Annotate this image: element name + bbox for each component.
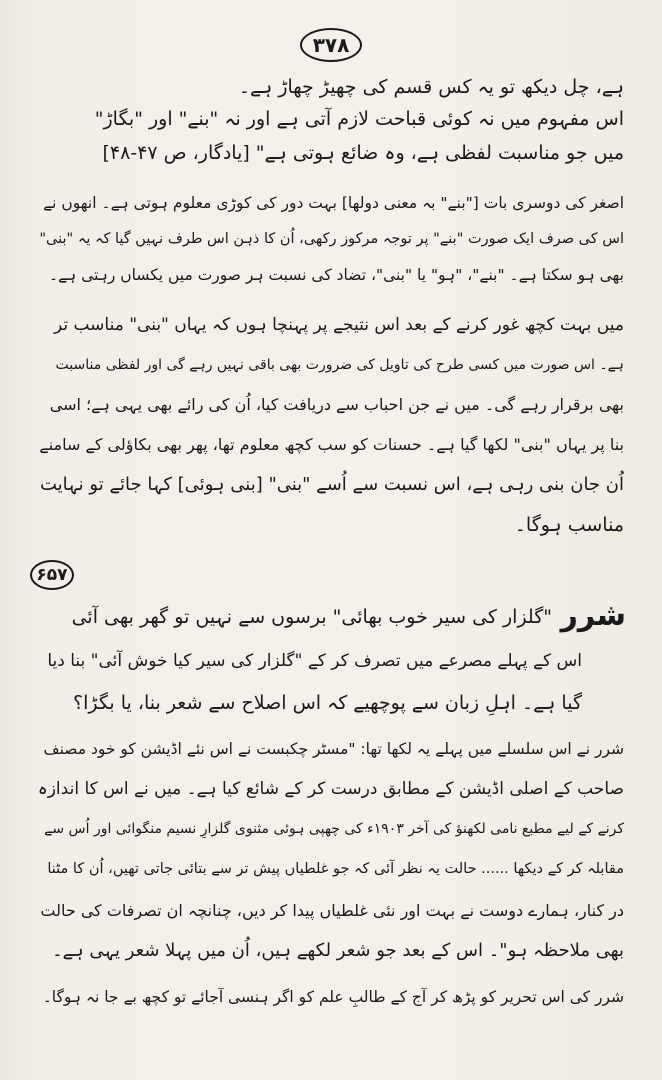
text-line: میں بہت کچھ غور کرنے کے بعد اس نتیجے پر پہنچا ہوں کہ یہاں "بنی" مناسب تر xyxy=(53,315,624,335)
text-line: شرر نے اس سلسلے میں پہلے یہ لکھا تھا: "مسٹر چکبست نے اس نئے اڈیشن کو خود مصنف xyxy=(43,740,624,758)
text-line: مناسب ہوگا۔ xyxy=(514,514,624,536)
text-line: بھی ہو سکتا ہے۔ "بنے"، "ہو" یا "بنی"، تضاد کی نسبت ہر صورت میں یکساں رہتی ہے۔ xyxy=(49,266,624,284)
text-line: در کنار، ہمارے دوست نے بہت اور نئی غلطیاں پیدا کر دیں، چنانچہ ان تصرفات کی حالت xyxy=(40,901,624,920)
text-line: اس کی صرف ایک صورت "بنے" پر توجہ مرکوز رکھی، اُن کا ذہن اس طرف نہیں گیا کہ یہ "بنی" xyxy=(39,231,624,247)
text-line: بنا پر یہاں "بنی" لکھا گیا ہے۔ حسنات کو سب کچھ معلوم تھا، پھر بھی بکاؤلی کے سامنے xyxy=(39,435,624,454)
verse-line: "گلزار کی سیر خوب بھائی" برسوں سے نہیں تو گھر بھی آئی xyxy=(71,606,552,628)
text-line: ہے۔ اس صورت میں کسی طرح کی تاویل کی ضرورت بھی باقی نہیں رہے گی اور لفظی مناسبت xyxy=(55,357,624,373)
text-line: مقابلہ کر کے دیکھا ...... حالت یہ نظر آئی کہ جو غلطیاں پیش تر سے بتائی جاتی تھیں، اُن کا مٹنا xyxy=(47,861,624,877)
text-line: اس کے پہلے مصرعے میں تصرف کر کے "گلزار کی سیر کیا خوش آئی" بنا دیا xyxy=(47,651,582,671)
text-line: اس مفہوم میں نہ کوئی قباحت لازم آتی ہے اور نہ "بنے" اور "بگاڑ" xyxy=(94,108,624,130)
entry-number: ۶۵۷ xyxy=(30,560,74,590)
text-line: بھی ملاحظہ ہو"۔ اس کے بعد جو شعر لکھے ہیں، اُن میں پہلا شعر یہی ہے۔ xyxy=(52,940,624,961)
text-line: اُن جان بنی رہی ہے، اس نسبت سے اُسے "بنی" [بنی ہوئی] کہا جائے تو نہایت xyxy=(39,474,624,495)
text-line: گیا ہے۔ اہلِ زبان سے پوچھیے کہ اس اصلاح سے شعر بنا، یا بگڑا؟ xyxy=(73,692,582,714)
text-line: کرنے کے لیے مطبع نامی لکھنؤ کی آخر ۱۹۰۳ء کی چھپی ہوئی مثنوی گلزارِ نسیم منگوائی اور اُس سے xyxy=(44,821,624,837)
text-line: اصغر کی دوسری بات ["بنے" بہ معنی دولھا] بہت دور کی کوڑی معلوم ہوتی ہے۔ انھوں نے xyxy=(43,194,624,212)
text-line: ہے، چل دیکھ تو یہ کس قسم کی چھیڑ چھاڑ ہے۔ xyxy=(238,76,624,98)
text-line: میں جو مناسبت لفظی ہے، وہ ضائع ہوتی ہے" [یادگار، ص ۴۷-۴۸] xyxy=(102,142,624,164)
text-line: بھی برقرار رہے گی۔ میں نے جن احباب سے دریافت کیا، اُن کی رائے بھی یہی ہے؛ اسی xyxy=(49,395,624,414)
text-line: صاحب کے اصلی اڈیشن کے مطابق درست کر کے شائع کیا ہے۔ میں نے اس کا اندازہ xyxy=(37,779,624,799)
page-number: ۳۷۸ xyxy=(300,28,362,62)
entry-headword: شرر xyxy=(560,598,626,633)
text-line: شرر کی اس تحریر کو پڑھ کر آج کے طالبِ علم کو اگر ہنسی آجائے تو کچھ بے جا نہ ہوگا۔ xyxy=(42,988,624,1006)
